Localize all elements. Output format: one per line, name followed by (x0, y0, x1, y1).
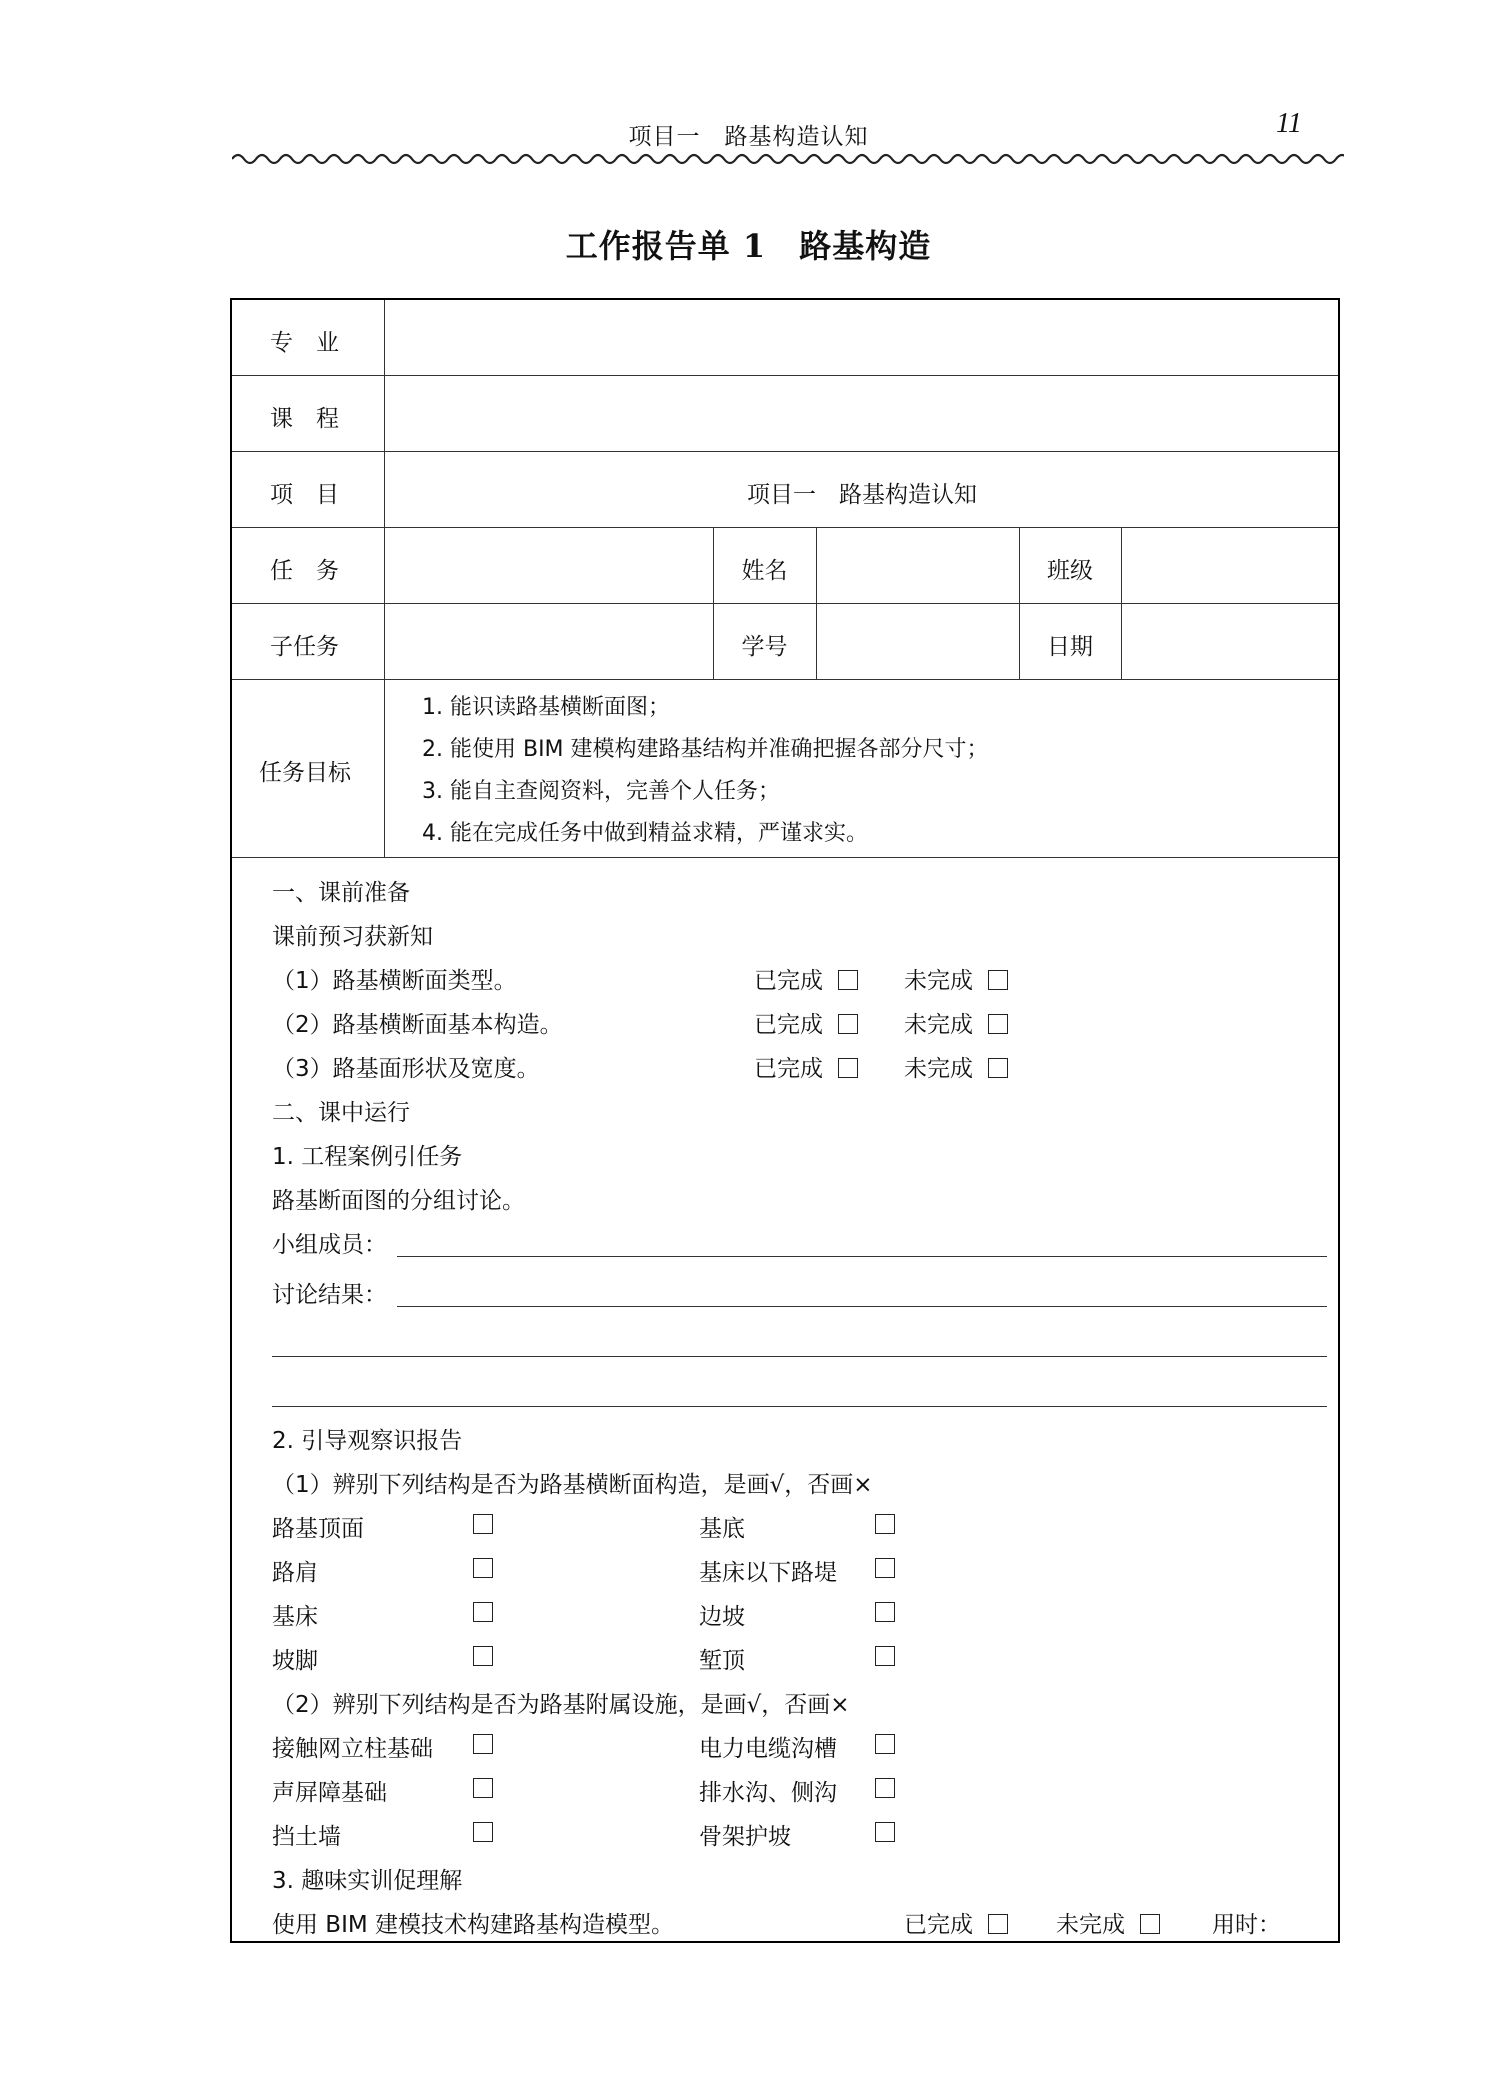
project-value: 项目一 路基构造认知 (747, 482, 977, 508)
checkbox[interactable] (875, 1646, 895, 1666)
case-desc: 路基断面图的分组讨论。 (272, 1188, 525, 1214)
checkbox[interactable] (875, 1734, 895, 1754)
q2-item: 骨架护坡 (699, 1824, 791, 1850)
class-label: 班级 (1047, 558, 1093, 584)
checkbox[interactable] (473, 1646, 493, 1666)
time-label: 用时： (1212, 1912, 1281, 1938)
q2-item: 接触网立柱基础 (272, 1736, 433, 1762)
checkbox[interactable] (988, 1058, 1008, 1078)
major-label: 专 业 (270, 330, 339, 356)
checkbox[interactable] (473, 1514, 493, 1534)
goal-item: 1. 能识读路基横断面图； (422, 695, 670, 720)
document-title: 工作报告单 1 路基构造 (565, 227, 932, 265)
course-label: 课 程 (270, 406, 339, 432)
name-label: 姓名 (741, 558, 788, 584)
not-done-label: 未完成 (1056, 1912, 1125, 1938)
q2-item: 电力电缆沟槽 (699, 1736, 837, 1762)
date-label: 日期 (1047, 634, 1093, 660)
result-input-line[interactable] (272, 1356, 1327, 1357)
question-2: （2）辨别下列结构是否为路基附属设施，是画√，否画× (272, 1692, 850, 1718)
case-title: 1. 工程案例引任务 (272, 1144, 463, 1170)
checkbox[interactable] (473, 1602, 493, 1622)
student-id-label: 学号 (741, 634, 788, 660)
q1-item: 路基顶面 (272, 1516, 364, 1542)
done-label: 已完成 (904, 1912, 973, 1938)
result-label: 讨论结果： (272, 1282, 387, 1308)
checkbox[interactable] (838, 1014, 858, 1034)
checkbox[interactable] (988, 1014, 1008, 1034)
question-1: （1）辨别下列结构是否为路基横断面构造，是画√，否画× (272, 1472, 873, 1498)
done-label: 已完成 (754, 1012, 823, 1038)
section1-title: 一、课前准备 (272, 880, 410, 906)
fun-desc: 使用 BIM 建模技术构建路基构造模型。 (272, 1912, 675, 1938)
checkbox[interactable] (838, 970, 858, 990)
goal-item: 4. 能在完成任务中做到精益求精，严谨求实。 (422, 821, 868, 846)
checkbox[interactable] (875, 1558, 895, 1578)
wave-divider (232, 150, 1344, 168)
section1-subtitle: 课前预习获新知 (272, 924, 433, 950)
result-input-line[interactable] (272, 1406, 1327, 1407)
q2-item: 挡土墙 (272, 1824, 341, 1850)
page-number: 11 (1276, 108, 1302, 139)
project-label: 项 目 (270, 482, 339, 508)
goal-item: 3. 能自主查阅资料，完善个人任务； (422, 779, 780, 804)
section2-title: 二、课中运行 (272, 1100, 410, 1126)
q2-item: 排水沟、侧沟 (699, 1780, 837, 1806)
report-form (230, 298, 1340, 1943)
checkbox[interactable] (875, 1514, 895, 1534)
members-input-line[interactable] (397, 1256, 1327, 1257)
q1-item: 坡脚 (272, 1648, 318, 1674)
result-input-line[interactable] (397, 1306, 1327, 1307)
guide-title: 2. 引导观察识报告 (272, 1428, 463, 1454)
done-label: 已完成 (754, 1056, 823, 1082)
q1-item: 基床 (272, 1604, 318, 1630)
checkbox[interactable] (1140, 1914, 1160, 1934)
goals-label: 任务目标 (259, 760, 351, 786)
checkbox[interactable] (838, 1058, 858, 1078)
subtask-label: 子任务 (270, 634, 339, 660)
checkbox[interactable] (473, 1734, 493, 1754)
q1-item: 路肩 (272, 1560, 318, 1586)
running-header: 项目一 路基构造认知 (628, 124, 869, 150)
q1-item: 基底 (699, 1516, 745, 1542)
check-item: （2）路基横断面基本构造。 (272, 1012, 563, 1038)
checkbox[interactable] (988, 970, 1008, 990)
goal-item: 2. 能使用 BIM 建模构建路基结构并准确把握各部分尺寸； (422, 737, 989, 762)
fun-title: 3. 趣味实训促理解 (272, 1868, 463, 1894)
not-done-label: 未完成 (904, 1012, 973, 1038)
checkbox[interactable] (473, 1558, 493, 1578)
checkbox[interactable] (875, 1822, 895, 1842)
check-item: （1）路基横断面类型。 (272, 968, 517, 994)
checkbox[interactable] (875, 1602, 895, 1622)
task-label: 任 务 (270, 558, 339, 584)
not-done-label: 未完成 (904, 1056, 973, 1082)
not-done-label: 未完成 (904, 968, 973, 994)
q2-item: 声屏障基础 (272, 1780, 387, 1806)
members-label: 小组成员： (272, 1232, 387, 1258)
check-item: （3）路基面形状及宽度。 (272, 1056, 540, 1082)
done-label: 已完成 (754, 968, 823, 994)
q1-item: 基床以下路堤 (699, 1560, 837, 1586)
checkbox[interactable] (473, 1822, 493, 1842)
q1-item: 边坡 (699, 1604, 745, 1630)
checkbox[interactable] (875, 1778, 895, 1798)
checkbox[interactable] (473, 1778, 493, 1798)
q1-item: 堑顶 (699, 1648, 745, 1674)
checkbox[interactable] (988, 1914, 1008, 1934)
